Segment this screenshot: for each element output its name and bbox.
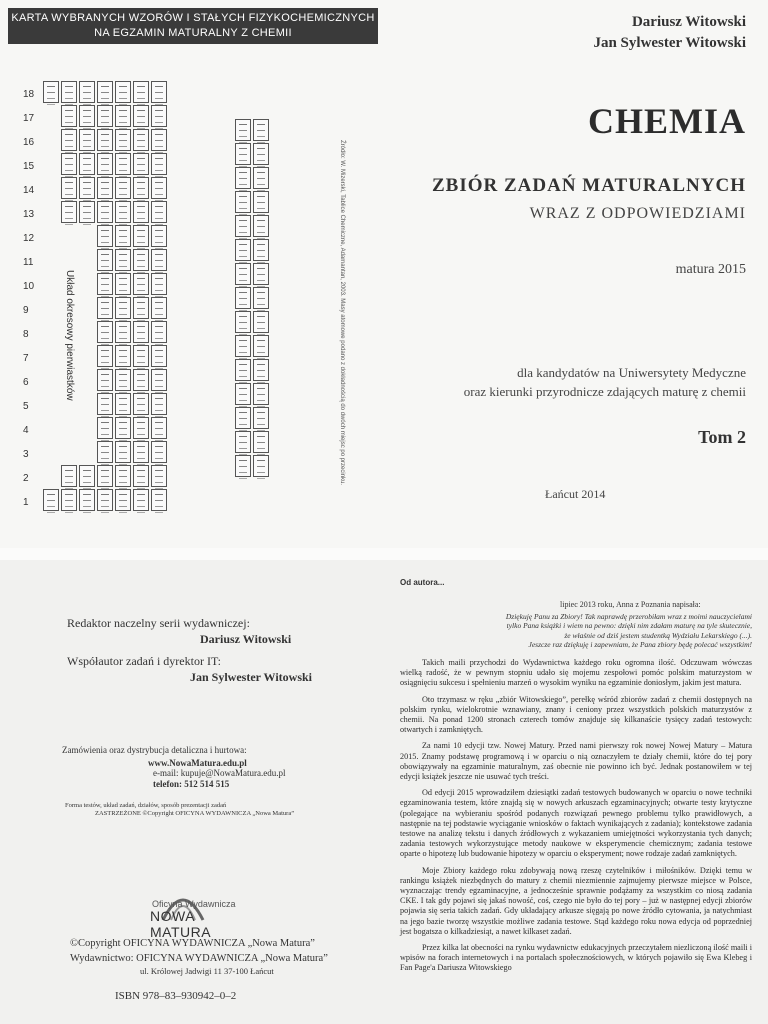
- element-cell: [79, 81, 95, 103]
- editor-name: Dariusz Witowski: [200, 632, 292, 646]
- element-cell: [253, 407, 269, 429]
- element-cell: [61, 153, 77, 175]
- element-cell: [97, 441, 113, 463]
- preface-paragraph: Za nami 10 edycji tzw. Nowej Matury. Przed nami pierwszy rok nowej Nowej Matury – Matura 2015. Znamy podstawę programową i w oparciu o nią oznaczyłem te działy chemii, które do tej pory obowiązywały na egzaminie maturalnym, zaś obecnie nie powinno ich być. Jednak postanowiłem w tej edycji książek jeszcze nie usuwać tych treści.: [400, 741, 752, 782]
- group-label: 6: [23, 377, 29, 388]
- preface-paragraph: Od edycji 2015 wprowadziłem dziesiątki zadań testowych budowanych w oparciu o nowe techniki egzaminowania testem, które znajdą się w nowych arkuszach egzaminacyjnych; otwarte testy krytyczne (polegające na wybieraniu spośród podanych rozwiązań pewnego problemu tylko prawidłowych, a następnie na tej podstawie wyciąganie wniosków o faktach wynikających z zadania); kontekstowe zadania testowe na analizę tekstu i danych źródłowych z wykazaniem umiejętności wykorzystania tych danych; zadania testowych wykorzystujące metody naukowe w eksperymencie chemicznym; zadania testowe oparte o hipotezę lub budowanie hipotezy w oparciu o eksperyment; nowe rodzaje zadań zamkniętych.: [400, 788, 752, 859]
- element-cell: [235, 143, 251, 165]
- isbn: ISBN 978–83–930942–0–2: [115, 990, 237, 1002]
- element-cell: [253, 215, 269, 237]
- author-2: Jan Sylwester Witowski: [593, 35, 746, 51]
- element-cell: [151, 129, 167, 151]
- copyright-line: ©Copyright OFICYNA WYDAWNICZA „Nowa Matura”: [70, 938, 315, 949]
- element-cell: [235, 263, 251, 285]
- preface-quote: Dziękuję Panu za Zbiory! Tak naprawdę przerobiłam wraz z moimi nauczycielami tylko Pana książki i wiem na pewno: dzięki nim zdałam maturę na tyle skutecznie, że właśnie od dziś jestem studentką Wydziału Lekarskiego (...). Jeszcze raz dziękuję i zapewniam, że Pana zbiory będę polecać wszystkim!: [505, 612, 752, 649]
- element-cell: [115, 129, 131, 151]
- group-label: 13: [23, 209, 35, 220]
- element-cell: [253, 263, 269, 285]
- email-link[interactable]: e-mail: kupuje@NowaMatura.edu.pl: [153, 768, 286, 778]
- element-cell: [133, 201, 149, 223]
- group-label: 4: [23, 425, 29, 436]
- element-cell: [151, 297, 167, 319]
- audience-line-2: oraz kierunki przyrodnicze zdających maturę z chemii: [463, 384, 746, 399]
- group-label: 15: [23, 161, 35, 172]
- element-cell: [97, 177, 113, 199]
- element-cell: [97, 81, 113, 103]
- element-cell: [253, 383, 269, 405]
- element-cell: [235, 311, 251, 333]
- element-cell: [151, 417, 167, 439]
- editor-label: Redaktor naczelny serii wydawniczej:: [67, 616, 250, 630]
- element-cell: [133, 321, 149, 343]
- orders-label: Zamówienia oraz dystrybucja detaliczna i hurtowa:: [62, 745, 247, 755]
- element-cell: [115, 249, 131, 271]
- element-cell: [115, 297, 131, 319]
- matura-year: matura 2015: [675, 262, 746, 277]
- group-label: 16: [23, 137, 35, 148]
- logo-tagline: Oficyna Wydawnicza: [152, 899, 236, 909]
- logo-name: NOWA MATURA: [150, 908, 212, 940]
- group-label: 2: [23, 473, 29, 484]
- element-cell: [253, 335, 269, 357]
- coauthor-label: Współautor zadań i dyrektor IT:: [67, 654, 222, 668]
- element-cell: [235, 455, 251, 477]
- preface-paragraph: Takich maili przychodzi do Wydawnictwa każdego roku ogromna ilość. Odczuwam wówczas wielką radość, że w pewnym stopniu udało się mojemu zespołowi pomóc polskim maturzystom w osiągnięciu sukcesu i spełnieniu marzeń o wysokim wyniku na egzaminie doniosłym, jakim jest matura.: [400, 658, 752, 688]
- element-cell: [151, 489, 167, 511]
- element-cell: [61, 465, 77, 487]
- page-gap: [0, 548, 768, 560]
- volume-label: Tom 2: [698, 427, 746, 447]
- element-cell: [151, 105, 167, 127]
- element-cell: [151, 465, 167, 487]
- book-subtitle: ZBIÓR ZADAŃ MATURALNYCH: [432, 175, 746, 196]
- element-cell: [97, 369, 113, 391]
- group-label: 18: [23, 89, 35, 100]
- table-source: Źródło: W. Mizerski, Tablice Chemiczne, Adamantan, 2003. Masy atomowe podano z dokładnością do dwóch miejsc po przecinku.: [339, 140, 345, 486]
- publication-place: Łańcut 2014: [545, 487, 606, 501]
- element-cell: [97, 417, 113, 439]
- element-cell: [115, 345, 131, 367]
- element-cell: [235, 119, 251, 141]
- element-cell: [151, 201, 167, 223]
- element-cell: [97, 225, 113, 247]
- element-cell: [151, 369, 167, 391]
- preface-heading: Od autora...: [400, 578, 445, 587]
- element-cell: [133, 177, 149, 199]
- element-cell: [97, 297, 113, 319]
- element-cell: [151, 225, 167, 247]
- element-cell: [151, 345, 167, 367]
- audience-line-1: dla kandydatów na Uniwersytety Medyczne: [517, 365, 746, 380]
- element-cell: [151, 177, 167, 199]
- element-cell: [235, 167, 251, 189]
- element-cell: [97, 465, 113, 487]
- author-1: Dariusz Witowski: [631, 14, 746, 30]
- element-cell: [235, 383, 251, 405]
- element-cell: [79, 105, 95, 127]
- element-cell: [97, 321, 113, 343]
- table-title: Układ okresowy pierwiastków: [64, 270, 75, 401]
- element-cell: [253, 431, 269, 453]
- element-cell: [151, 441, 167, 463]
- element-cell: [61, 201, 77, 223]
- element-cell: [253, 143, 269, 165]
- element-cell: [253, 455, 269, 477]
- group-label: 5: [23, 401, 29, 412]
- element-cell: [115, 441, 131, 463]
- element-cell: [97, 489, 113, 511]
- element-cell: [115, 489, 131, 511]
- element-cell: [253, 191, 269, 213]
- element-cell: [115, 465, 131, 487]
- element-cell: [133, 273, 149, 295]
- element-cell: [97, 153, 113, 175]
- periodic-table-grid: [23, 60, 345, 515]
- preface-paragraph: Moje Zbiory każdego roku zdobywają nową rzeszę czytelników i miłośników. Dzięki temu w rankingu książek niezbędnych do matury z chemii niezmiennie zajmujemy pierwsze miejsce w Polsce, wyznaczając trendy egzaminacyjne, a jednocześnie sprawnie podążamy za wszystkim co niosą zadania CKE. I tak gdy pojawi się jakaś nowość, coś, czego nie było do tej pory – już w następnej edycji zbiorów pojawia się seria takich zadań. Gdy układający arkusze sięgają po nowe źródło cytowania, ja natychmiast na jego bazie tworzę wszystkie możliwe zadania testowe. Stąd każdego roku nowa edycja od poprzedniej jest bogatsza o kilkadziesiąt, a nawet kilkaset zadań.: [400, 865, 752, 936]
- element-cell: [133, 105, 149, 127]
- element-cell: [97, 249, 113, 271]
- element-cell: [97, 345, 113, 367]
- element-cell: [253, 287, 269, 309]
- element-cell: [115, 201, 131, 223]
- group-label: 1: [23, 497, 29, 508]
- element-cell: [115, 105, 131, 127]
- element-cell: [253, 359, 269, 381]
- element-cell: [151, 321, 167, 343]
- group-label: 9: [23, 305, 29, 316]
- group-label: 14: [23, 185, 35, 196]
- element-cell: [133, 297, 149, 319]
- element-cell: [235, 431, 251, 453]
- element-cell: [151, 153, 167, 175]
- element-cell: [235, 191, 251, 213]
- element-cell: [133, 465, 149, 487]
- element-cell: [79, 177, 95, 199]
- element-cell: [253, 311, 269, 333]
- group-label: 3: [23, 449, 29, 460]
- element-cell: [43, 81, 59, 103]
- element-cell: [61, 81, 77, 103]
- publisher-address: ul. Królowej Jadwigi 11 37-100 Łańcut: [140, 966, 274, 976]
- element-cell: [79, 129, 95, 151]
- element-cell: [79, 201, 95, 223]
- table-banner: KARTA WYBRANYCH WZORÓW I STAŁYCH FIZYKOCHEMICZNYCH NA EGZAMIN MATURALNY Z CHEMII: [8, 8, 378, 44]
- element-cell: [133, 225, 149, 247]
- element-cell: [235, 287, 251, 309]
- element-cell: [115, 417, 131, 439]
- element-cell: [61, 177, 77, 199]
- element-cell: [97, 393, 113, 415]
- element-cell: [235, 407, 251, 429]
- element-cell: [133, 129, 149, 151]
- element-cell: [133, 489, 149, 511]
- element-cell: [61, 489, 77, 511]
- element-cell: [115, 177, 131, 199]
- group-label: 10: [23, 281, 35, 292]
- element-cell: [151, 81, 167, 103]
- element-cell: [115, 369, 131, 391]
- element-cell: [79, 153, 95, 175]
- preface-body: [400, 658, 752, 980]
- group-label: 17: [23, 113, 35, 124]
- element-cell: [115, 273, 131, 295]
- group-label: 11: [23, 257, 34, 268]
- element-cell: [151, 273, 167, 295]
- publisher-line: Wydawnictwo: OFICYNA WYDAWNICZA „Nowa Matura”: [70, 953, 328, 964]
- element-cell: [97, 201, 113, 223]
- book-title: CHEMIA: [588, 101, 746, 141]
- element-cell: [133, 81, 149, 103]
- element-cell: [133, 417, 149, 439]
- element-cell: [235, 215, 251, 237]
- preface-paragraph: Oto trzymasz w ręku „zbiór Witowskiego”, perełkę wśród zbiorów zadań z chemii dostępnych na polskim rynku, wielokrotnie wznawiany, znany i ceniony przez wszystkich polskich maturzystów z chemii. Na ponad 1200 stronach czterech tomów znajduje się kilkanaście tysięcy zadań testowych: otwartych i zamkniętych.: [400, 694, 752, 735]
- element-cell: [235, 359, 251, 381]
- element-cell: [79, 489, 95, 511]
- element-cell: [133, 369, 149, 391]
- preface-date: lipiec 2013 roku, Anna z Poznania napisała:: [560, 600, 701, 609]
- website-link[interactable]: www.NowaMatura.edu.pl: [148, 758, 247, 768]
- element-cell: [97, 129, 113, 151]
- element-cell: [133, 393, 149, 415]
- element-cell: [133, 345, 149, 367]
- element-cell: [235, 239, 251, 261]
- element-cell: [115, 153, 131, 175]
- element-cell: [97, 273, 113, 295]
- element-cell: [133, 441, 149, 463]
- element-cell: [133, 249, 149, 271]
- rights-line-2: ZASTRZEŻONE ©Copyright OFICYNA WYDAWNICZA „Nowa Matura”: [95, 810, 295, 817]
- element-cell: [253, 167, 269, 189]
- element-cell: [79, 465, 95, 487]
- periodic-table-page: [0, 0, 375, 548]
- group-label: 12: [23, 233, 35, 244]
- element-cell: [253, 239, 269, 261]
- element-cell: [133, 153, 149, 175]
- element-cell: [235, 335, 251, 357]
- element-cell: [115, 81, 131, 103]
- element-cell: [61, 105, 77, 127]
- element-cell: [61, 129, 77, 151]
- phone-number: telefon: 512 514 515: [153, 779, 230, 789]
- group-label: 8: [23, 329, 29, 340]
- preface-paragraph: Przez kilka lat obecności na rynku wydawnictw edukacyjnych przeczytałem niezliczoną ilość maili i wpisów na forach internetowych i na portalach społecznościowych, w których pojawiło się Ewa Klebeg i Fan Page'a Dariusza Witowskiego: [400, 943, 752, 973]
- group-label: 7: [23, 353, 29, 364]
- element-cell: [151, 249, 167, 271]
- element-cell: [151, 393, 167, 415]
- element-cell: [97, 105, 113, 127]
- rights-line-1: Forma testów, układ zadań, działów, sposób prezentacji zadań: [65, 802, 227, 809]
- element-cell: [253, 119, 269, 141]
- book-subtitle-2: WRAZ Z ODPOWIEDZIAMI: [529, 205, 746, 222]
- element-cell: [115, 225, 131, 247]
- element-cell: [43, 489, 59, 511]
- element-cell: [115, 321, 131, 343]
- element-cell: [115, 393, 131, 415]
- coauthor-name: Jan Sylwester Witowski: [190, 670, 313, 684]
